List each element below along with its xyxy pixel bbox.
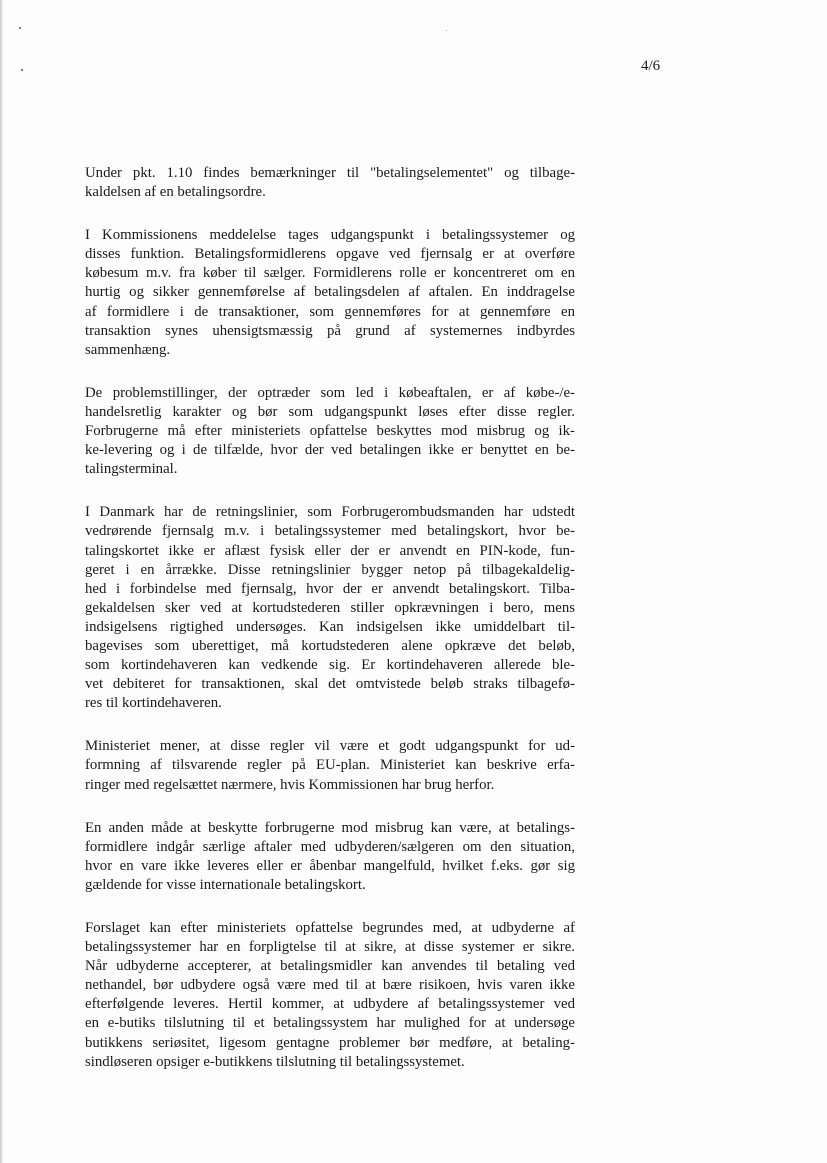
text-line: Forbrugerne må efter ministeriets opfattelse beskyttes mod misbrug og ik-	[85, 423, 575, 440]
paragraph	[85, 819, 575, 895]
text-line: I Kommissionens meddelelse tages udgangspunkt i betalingssystemer og	[85, 227, 575, 244]
paragraph	[85, 164, 575, 202]
text-line: res til kortindehaveren.	[85, 695, 222, 712]
text-line: ringer med regelsættet nærmere, hvis Kommissionen har brug herfor.	[85, 776, 495, 793]
text-line: kaldelsen af en betalingsordre.	[85, 184, 266, 201]
text-line: geret i en årrække. Disse retningslinier bygger netop på tilbagekaldelig-	[85, 561, 575, 578]
text-line: Under pkt. 1.10 findes bemærkninger til "betalingselementet" og tilbage-	[85, 165, 575, 181]
text-line: ke-levering og i de tilfælde, hvor der ved betalingen ikke er benyttet en be-	[85, 442, 575, 459]
text-line: gekaldelsen sker ved at kortudstederen stiller opkrævningen i bero, mens	[85, 599, 575, 616]
scan-speck	[21, 69, 23, 71]
text-line: gældende for visse internationale betalingskort.	[85, 876, 366, 893]
text-line: formidlere indgår særlige aftaler med udbyderen/sælgeren om den situation,	[85, 838, 575, 855]
text-line: indsigelsens rigtighed undersøges. Kan indsigelsen ikke umiddelbart til-	[85, 618, 575, 635]
document-body	[85, 164, 575, 1096]
text-line: Ministeriet mener, at disse regler vil være et godt udgangspunkt for ud-	[85, 738, 575, 755]
text-line: talingskortet ikke er aflæst fysisk eller der er anvendt en PIN-kode, fun-	[85, 542, 575, 559]
text-line: hurtig og sikker gennemførelse af betalingsdelen af aftalen. En inddragelse	[85, 284, 575, 301]
paragraph	[85, 226, 575, 360]
text-line: talingsterminal.	[85, 461, 178, 478]
paragraph	[85, 384, 575, 479]
scan-edge-shadow	[0, 0, 3, 1163]
text-line: vedrørende fjernsalg m.v. i betalingssystemer med betalingskort, hvor be-	[85, 523, 575, 540]
text-line: bagevises som uberettiget, må kortudstederen alene opkræve det beløb,	[85, 637, 575, 654]
text-line: købesum m.v. fra køber til sælger. Formidlerens rolle er koncentreret om en	[85, 265, 575, 282]
text-line: butikkens seriøsitet, ligesom gentagne problemer bør medføre, at betaling-	[85, 1034, 575, 1051]
text-line: De problemstillinger, der optræder som led i købeaftalen, er af købe-/e-	[85, 384, 575, 401]
text-line: betalingssystemer har en forpligtelse til at sikre, at disse systemer er sikre.	[85, 939, 575, 956]
text-line: disses funktion. Betalingsformidlerens opgave ved fjernsalg er at overføre	[85, 246, 575, 263]
paragraph	[85, 503, 575, 713]
text-line: hvor en vare ikke leveres eller er åbenbar mangelfuld, hvilket f.eks. gør sig	[85, 857, 575, 874]
text-line: En anden måde at beskytte forbrugerne mod misbrug kan være, at betalings-	[85, 819, 575, 836]
text-line: Når udbyderne accepterer, at betalingsmidler kan anvendes til betaling ved	[85, 958, 575, 975]
text-line: nethandel, bør udbydere også være med til at bære risikoen, hvis varen ikke	[85, 977, 575, 994]
text-line: formning af tilsvarende regler på EU-plan. Ministeriet kan beskrive erfa-	[85, 757, 575, 774]
text-line: transaktion synes uhensigtsmæssig på grund af systemernes indbyrdes	[85, 322, 575, 339]
text-line: handelsretlig karakter og bør som udgangspunkt løses efter disse regler.	[85, 403, 575, 420]
text-line: af formidlere i de transaktioner, som gennemføres for at gennemføre en	[85, 303, 575, 320]
text-line: sindløseren opsiger e-butikkens tilslutning til betalingssystemet.	[85, 1053, 465, 1070]
page-number: 4/6	[641, 58, 661, 74]
text-line: sammenhæng.	[85, 341, 171, 358]
scan-speck	[19, 27, 21, 29]
text-line: en e-butiks tilslutning til et betalingssystem har mulighed for at undersøge	[85, 1015, 575, 1032]
text-line: Forslaget kan efter ministeriets opfattelse begrundes med, at udbyderne af	[85, 920, 575, 936]
text-line: efterfølgende leveres. Hertil kommer, at udbydere af betalingssystemer ved	[85, 996, 575, 1013]
text-line: I Danmark har de retningslinier, som Forbrugerombudsmanden har udstedt	[85, 504, 575, 521]
paragraph	[85, 737, 575, 794]
text-line: hed i forbindelse med fjernsalg, hvor der er anvendt betalingskort. Tilba-	[85, 580, 575, 597]
scan-speck	[446, 30, 447, 31]
text-line: vet debiteret for transaktionen, skal det omtvistede beløb straks tilbagefø-	[85, 676, 575, 693]
paragraph	[85, 919, 575, 1072]
text-line: som kortindehaveren kan vedkende sig. Er kortindehaveren allerede ble-	[85, 657, 575, 674]
